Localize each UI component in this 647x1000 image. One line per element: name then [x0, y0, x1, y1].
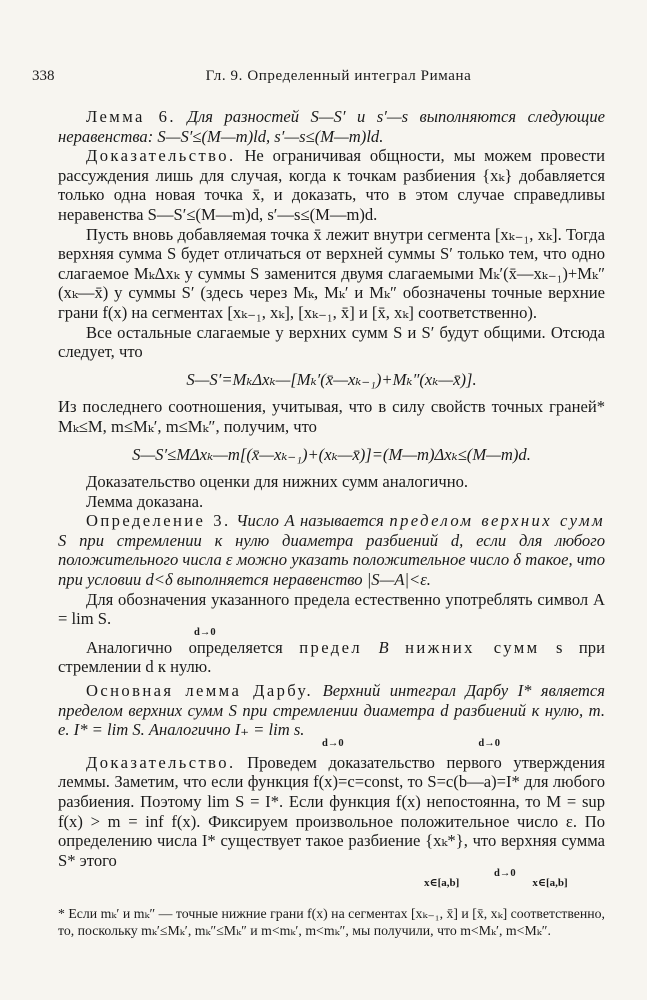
paragraph-common-terms: Все остальные слагаемые у верхних сумм S и S′ будут общими. Отсюда следует, что: [58, 322, 605, 362]
paragraph-proved: Лемма доказана.: [86, 491, 204, 511]
formula-estimate: S—S′≤MΔxₖ—m[(x̄—xₖ₋₁)+(xₖ—x̄)]=(M—m)Δxₖ≤(M—m)d.: [132, 444, 531, 464]
definition-3-text-a: Число A называется: [236, 511, 384, 531]
proof-2-inf-subscript: x∈[a,b]: [532, 877, 568, 890]
proof-1-title: Доказательство.: [86, 146, 236, 166]
proof-2-title: Доказательство.: [86, 752, 236, 772]
lemma-6: [58, 107, 605, 146]
darboux-subscript-1: d→0: [322, 737, 344, 749]
formula-difference: S—S′=MₖΔxₖ—[Mₖ′(x̄—xₖ₋₁)+Mₖ″(xₖ—x̄)].: [186, 369, 477, 389]
definition-3-title: Определение 3.: [86, 511, 231, 531]
lemma-6-title: Лемма 6.: [86, 107, 176, 126]
darboux-title: Основная лемма Дарбу.: [86, 681, 314, 701]
paragraph-inequality: Из последнего соотношения, учитывая, что в силу свойств точных граней* Mₖ≤M, m≤Mₖ′, m≤Mₖ″, получим, что: [58, 397, 605, 436]
proof-1-text: Не ограничивая общности, мы можем провести рассуждения лишь для случая, когда к точкам разбиения {xₖ} добавляется только одна новая точка x̄, и доказать, что в этом случае справедливы неравенства S—S′≤(M—m)d, s′—s≤(M—m)d.: [58, 146, 606, 224]
proof-2: [58, 753, 605, 890]
lemma-6-statement: Для разностей S—S′ и s′—s выполняются следующие неравенства: S—S′≤(M—m)ld, s′—s≤(M—m)ld.: [58, 107, 605, 146]
page-header: [32, 68, 605, 85]
paragraph-lower-limit: [58, 638, 605, 677]
lower-limit-term-2: нижних сумм: [405, 637, 540, 657]
paragraph-lower-sums: Доказательство оценки для нижних сумм аналогично.: [86, 472, 469, 492]
proof-1: [58, 146, 605, 224]
definition-3-term: пределом верхних сумм: [389, 511, 605, 531]
paragraph-new-point: Пусть вновь добавляемая точка x̄ лежит внутри сегмента [xₖ₋₁, xₖ]. Тогда верхняя сумма S будет отличаться от верхней суммы S′ только тем, что одно слагаемое MₖΔxₖ у суммы S заменится двумя слагаемыми Mₖ′(x̄—xₖ₋₁)+Mₖ″(xₖ—x̄) у суммы S′ (здесь через Mₖ, Mₖ′ и Mₖ″ обозначены точные верхние грани f(x) на сегментах [xₖ₋₁, xₖ], [xₖ₋₁, x̄] и [x̄, xₖ] соответственно).: [58, 224, 605, 322]
darboux-subscript-2: d→0: [478, 737, 500, 749]
designation-limit-subscript: d→0: [194, 626, 216, 638]
page-number: 338: [32, 68, 55, 84]
paragraph-designation: [58, 590, 605, 638]
designation-text: Для обозначения указанного предела естественно употреблять символ A = lim S.: [58, 589, 605, 629]
lower-limit-term-1: предел: [299, 637, 363, 657]
darboux-subscripts: [58, 739, 605, 749]
proof-2-sup-inf-subscripts: [58, 878, 605, 889]
lower-limit-text-c: s при стремлении d к нулю.: [58, 637, 605, 677]
darboux-text: Верхний интеграл Дарбу I* является пределом верхних сумм S при стремлении диаметра d разбиений к нулю, т. е. I* = lim S. Аналогично I₊ = lim s.: [58, 681, 605, 740]
definition-3: [58, 511, 605, 589]
lower-limit-text-a: Аналогично определяется: [86, 637, 283, 657]
definition-3-text-b: S при стремлении к нулю диаметра разбиений d, если для любого положительного числа ε можно указать положительное число δ такое, что при условии d<δ выполняется неравенство |S—A|<ε.: [58, 530, 605, 590]
lower-limit-text-b: B: [378, 637, 389, 657]
running-head: Гл. 9. Определенный интеграл Римана: [205, 68, 472, 84]
proof-2-limit-subscript: d→0: [494, 868, 516, 880]
proof-2-sup-subscript: x∈[a,b]: [424, 877, 460, 890]
proof-2-text: Проведем доказательство первого утверждения леммы. Заметим, что если функция f(x)=c=const, то S=c(b—a)=I* для любого разбиения. Поэтому lim S = I*. Если функция f(x) непостоянна, то M = sup f(x) > m = inf f(x). Фиксируем произвольное положительное число ε. По определению числа I* существует такое разбиение {xₖ*}, что верхняя сумма S* этого: [58, 752, 605, 870]
darboux-lemma: [58, 681, 605, 749]
footnote: * Если mₖ′ и mₖ″ — точные нижние грани f(x) на сегментах [xₖ₋₁, x̄] и [x̄, xₖ] соответственно, то, поскольку mₖ′≤Mₖ′, mₖ″≤Mₖ″ и m<mₖ′, m<mₖ″, мы получили, что m<Mₖ′, m<Mₖ″.: [58, 906, 605, 939]
